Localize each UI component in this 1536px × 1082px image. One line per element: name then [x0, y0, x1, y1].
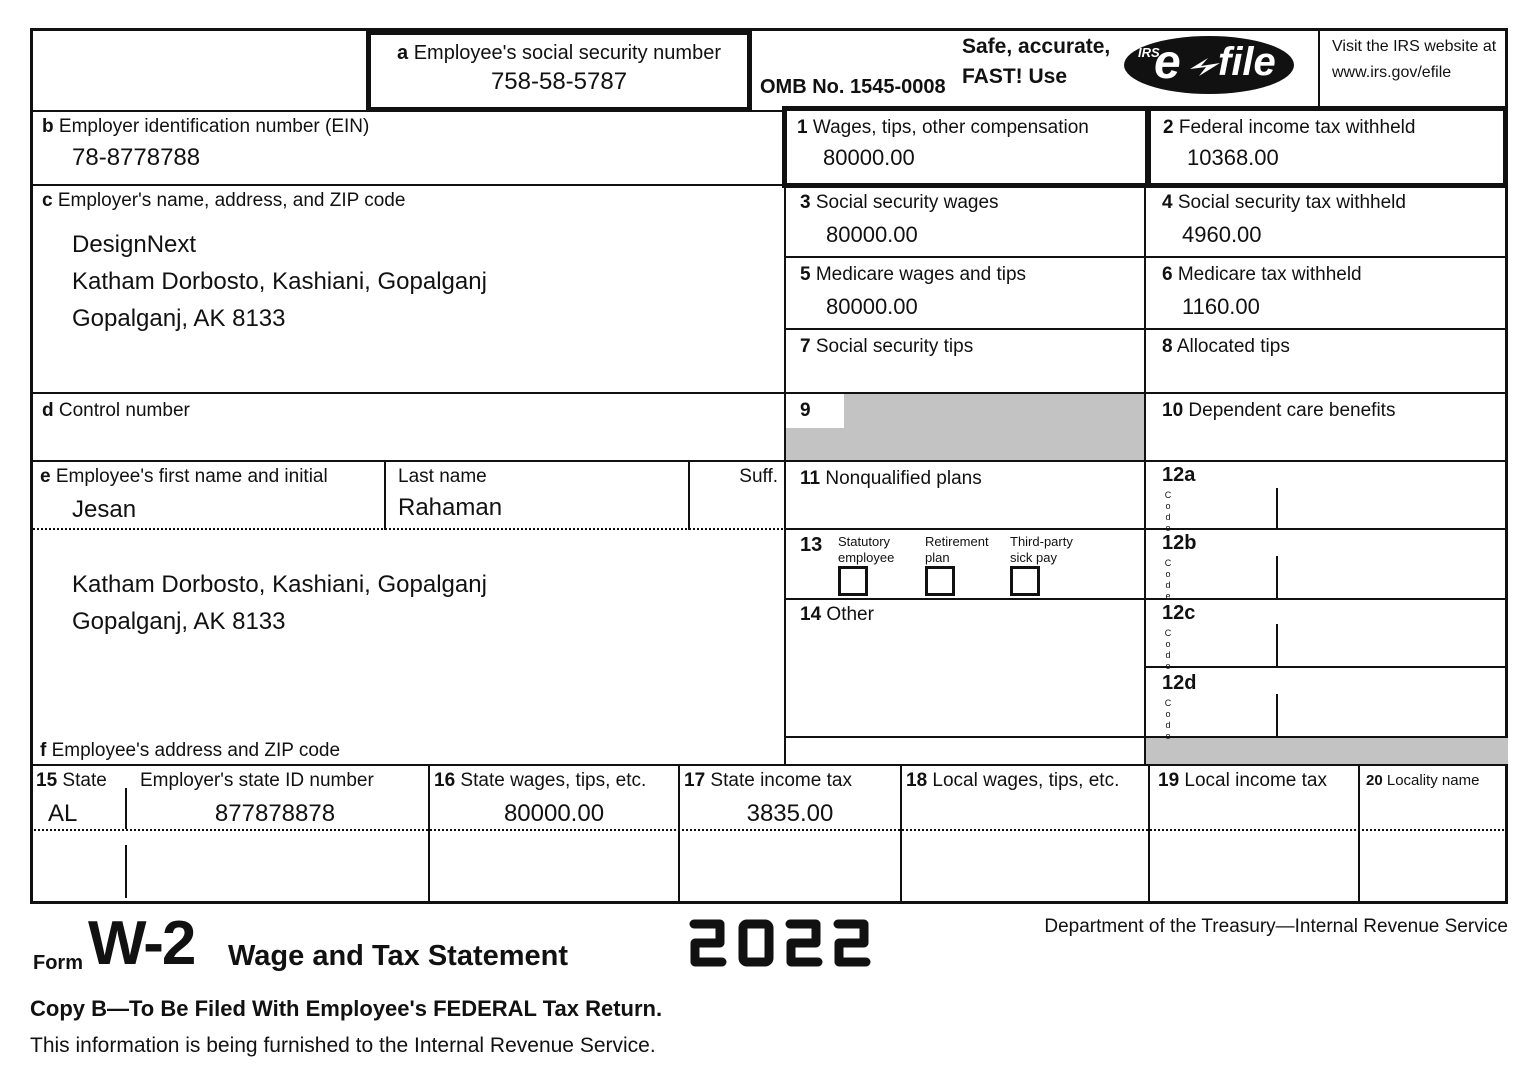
box-a-ssn	[366, 30, 752, 112]
box-4-label: 4 Social security tax withheld	[1162, 192, 1406, 213]
omb-number: OMB No. 1545-0008	[760, 76, 946, 98]
box-14-label: 14 Other	[800, 604, 874, 625]
form-number: W-2	[88, 909, 195, 978]
box-a-letter: a	[397, 42, 409, 64]
third-party-sick-pay-checkbox[interactable]	[1010, 566, 1040, 596]
box-6-value: 1160.00	[1182, 294, 1260, 319]
box-12a-label: 12a	[1162, 464, 1196, 486]
employer-name: DesignNext	[72, 231, 197, 258]
grid-line-dotted	[30, 528, 786, 530]
grid-line	[784, 256, 1508, 258]
grid-line	[384, 460, 386, 530]
grid-line	[1144, 666, 1508, 668]
employee-last-name: Rahaman	[398, 494, 503, 521]
box-12b-label: 12b	[1162, 532, 1197, 554]
box-b-value: 78-8778788	[72, 144, 201, 171]
box-4-value: 4960.00	[1182, 222, 1262, 247]
box-12d-code-label: Code	[1163, 698, 1173, 742]
grid-line	[900, 764, 902, 902]
box-20-label: 20 Locality name	[1366, 772, 1480, 789]
box-12b-code-divider	[1276, 556, 1278, 598]
efile-logo-irs-text: IRS	[1138, 45, 1160, 60]
box-3-value: 80000.00	[826, 222, 918, 247]
box-a-value: 758-58-5787	[490, 68, 628, 95]
grid-line	[30, 764, 1508, 766]
grid-line	[1318, 30, 1320, 110]
box-2-label: 2 Federal income tax withheld	[1163, 117, 1416, 138]
grid-line	[678, 764, 680, 902]
third-party-sick-pay-label: Third-party sick pay	[1010, 534, 1073, 565]
box-a-label: a Employee's social security number	[397, 42, 721, 64]
shaded-bar	[1146, 738, 1508, 764]
employer-city-zip: Gopalganj, AK 8133	[72, 305, 286, 332]
grid-line	[784, 528, 1508, 530]
grid-line	[1358, 764, 1360, 902]
box-12b-code-label: Code	[1163, 558, 1173, 602]
copy-b-line: Copy B—To Be Filed With Employee's FEDERAL Tax Return.	[30, 996, 663, 1021]
box-12c-code-label: Code	[1163, 628, 1173, 672]
box-9-label-notch	[786, 394, 844, 428]
state-id-separator	[125, 788, 127, 829]
employee-city-zip: Gopalganj, AK 8133	[72, 608, 286, 635]
box-12d-label: 12d	[1162, 672, 1197, 694]
efile-tagline: Safe, accurate, FAST! Use	[962, 35, 1111, 88]
box-3-label: 3 Social security wages	[800, 192, 999, 213]
last-name-label: Last name	[398, 466, 487, 487]
box-12a-code-divider	[1276, 488, 1278, 528]
box-11-label: 11 Nonqualified plans	[800, 468, 982, 489]
box-12d-code-divider	[1276, 694, 1278, 736]
grid-line	[30, 392, 1508, 394]
efile-logo-e-text: e	[1154, 36, 1181, 89]
box-b-label: b Employer identification number (EIN)	[42, 116, 370, 137]
suffix-label: Suff.	[739, 466, 778, 487]
box-c-label: c Employer's name, address, and ZIP code	[42, 190, 406, 211]
box-13-label: 13	[800, 534, 823, 556]
box-e-label: e Employee's first name and initial	[40, 466, 328, 487]
statutory-employee-label: Statutory employee	[838, 534, 895, 565]
irs-website-url: www.irs.gov/efile	[1332, 64, 1452, 81]
box-12c-label: 12c	[1162, 602, 1196, 624]
retirement-plan-label: Retirement plan	[925, 534, 989, 565]
grid-line-dotted	[30, 829, 1508, 831]
box-1-label: 1 Wages, tips, other compensation	[797, 117, 1089, 138]
department-line: Department of the Treasury—Internal Revenue Service	[1044, 916, 1508, 937]
box-9-label: 9	[800, 400, 811, 421]
box-10-label: 10 Dependent care benefits	[1162, 400, 1396, 421]
form-word: Form	[33, 952, 83, 974]
irs-website-note: Visit the IRS website at www.irs.gov/efile	[1332, 34, 1496, 86]
statutory-employee-checkbox[interactable]	[838, 566, 868, 596]
box-17-label: 17 State income tax	[684, 770, 852, 791]
box-6-label: 6 Medicare tax withheld	[1162, 264, 1362, 285]
grid-line	[784, 598, 1508, 600]
employer-state-id-label: Employer's state ID number	[140, 770, 374, 791]
box-12a-code-label: Code	[1163, 490, 1173, 534]
employee-street: Katham Dorbosto, Kashiani, Gopalganj	[72, 571, 487, 598]
box-2-federal-tax	[1146, 106, 1508, 188]
box-2-value: 10368.00	[1187, 145, 1279, 170]
box-f-label: f Employee's address and ZIP code	[40, 740, 341, 761]
irs-efile-logo	[1124, 36, 1294, 94]
box-7-label: 7 Social security tips	[800, 336, 974, 357]
box-5-label: 5 Medicare wages and tips	[800, 264, 1027, 285]
box-16-value: 80000.00	[503, 800, 605, 827]
state-value: AL	[48, 800, 78, 827]
box-12c-code-divider	[1276, 624, 1278, 666]
box-16-label: 16 State wages, tips, etc.	[434, 770, 647, 791]
grid-line	[784, 328, 1508, 330]
employee-first-name: Jesan	[72, 496, 137, 523]
box-1-value: 80000.00	[823, 145, 915, 170]
box-1-wages	[782, 106, 1150, 188]
box-5-value: 80000.00	[826, 294, 918, 319]
grid-line	[1144, 110, 1146, 766]
grid-line	[428, 764, 430, 902]
box-8-label: 8 Allocated tips	[1162, 336, 1290, 357]
form-title: Wage and Tax Statement	[228, 940, 569, 972]
box-19-label: 19 Local income tax	[1158, 770, 1327, 791]
form-year	[686, 912, 878, 974]
efile-logo-file-text: file	[1218, 40, 1276, 84]
employer-name-address	[72, 226, 487, 337]
lightning-bolt-icon	[1190, 57, 1220, 82]
box-d-label: d Control number	[42, 400, 190, 421]
retirement-plan-checkbox[interactable]	[925, 566, 955, 596]
box-18-label: 18 Local wages, tips, etc.	[906, 770, 1120, 791]
box-17-value: 3835.00	[746, 800, 834, 827]
employer-state-id-value: 877878878	[214, 800, 336, 827]
state-id-separator	[125, 845, 127, 898]
furnish-line: This information is being furnished to the Internal Revenue Service.	[30, 1034, 656, 1057]
employer-street: Katham Dorbosto, Kashiani, Gopalganj	[72, 268, 487, 295]
employee-address	[72, 566, 487, 640]
grid-line	[1148, 764, 1150, 902]
grid-line	[30, 460, 1508, 462]
box-15-label: 15 State	[36, 770, 107, 791]
